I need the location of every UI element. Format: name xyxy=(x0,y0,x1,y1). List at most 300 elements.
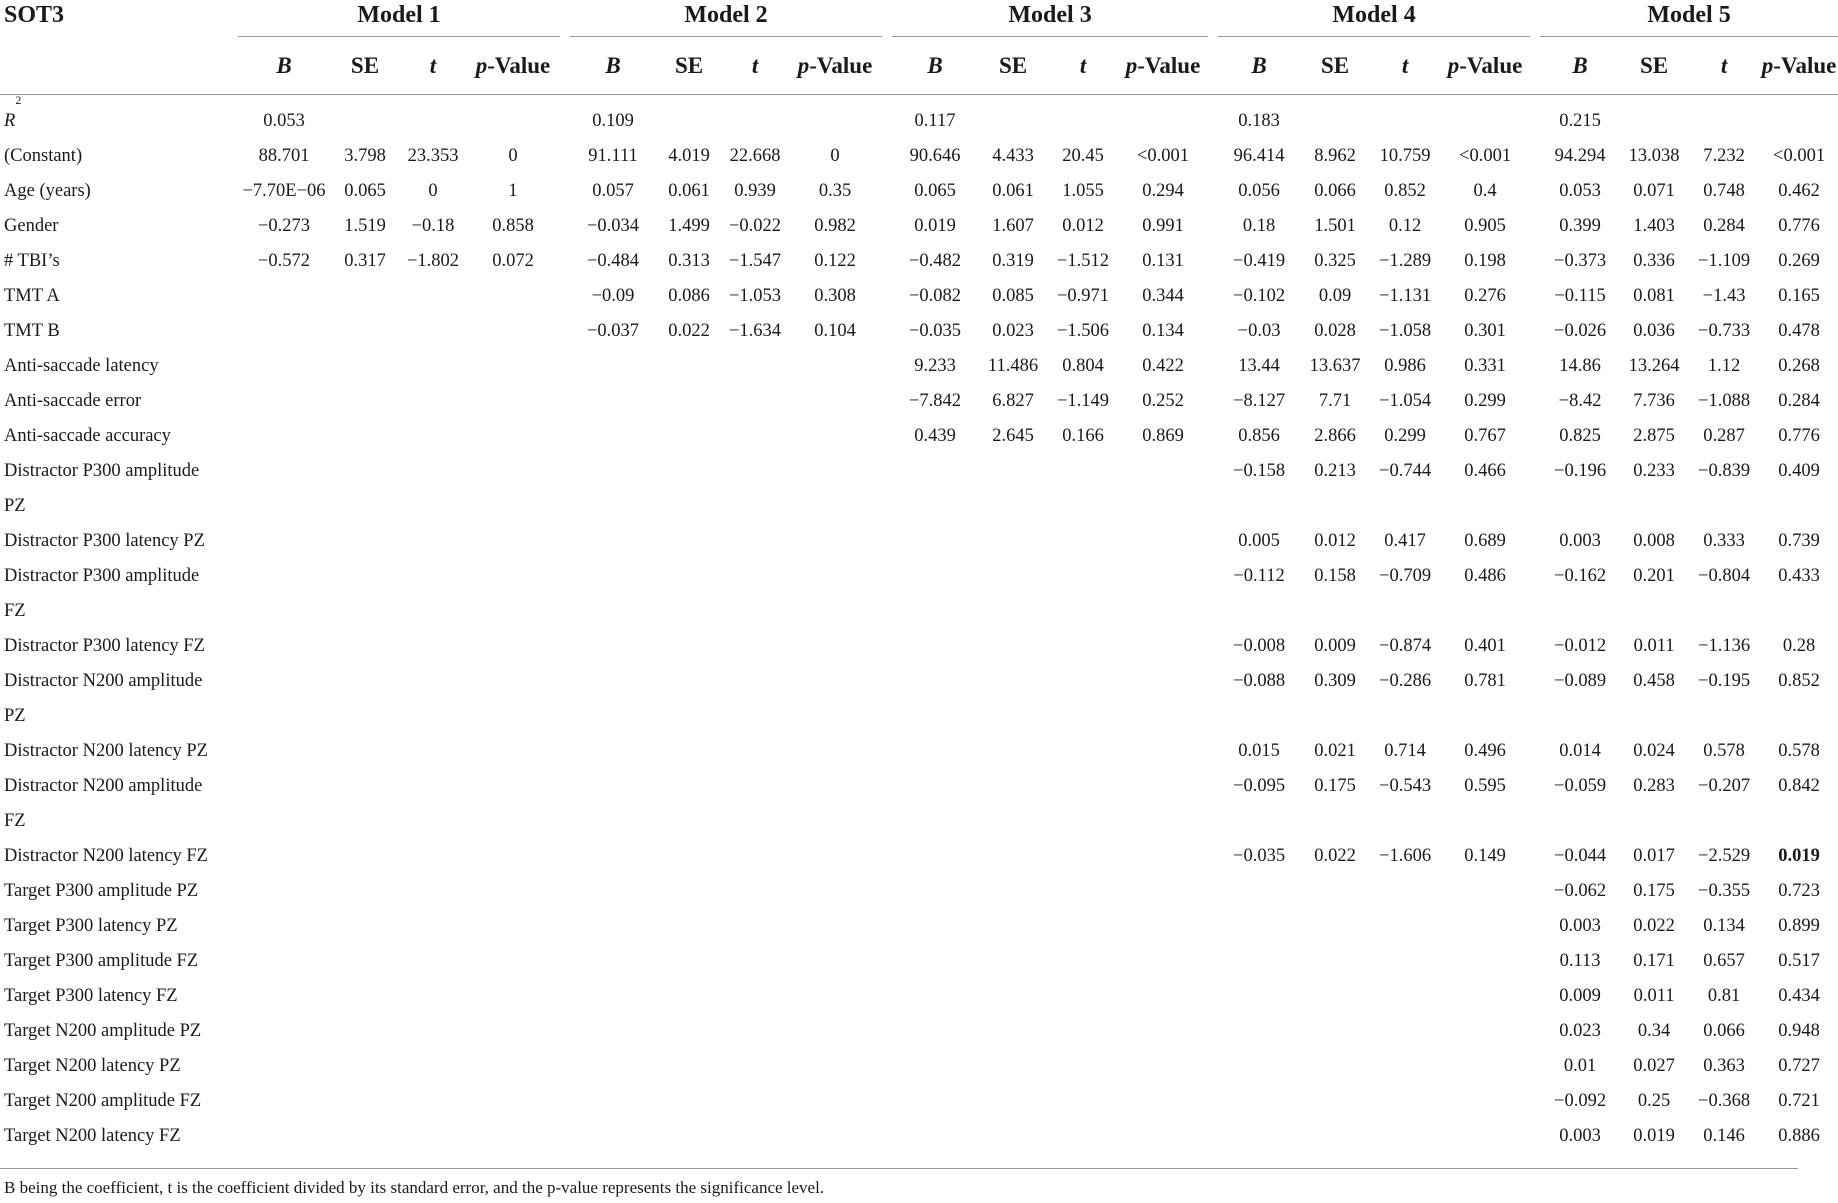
statistic-header-row xyxy=(0,37,1838,95)
table-row xyxy=(0,174,1838,209)
table-cell xyxy=(466,979,560,1014)
column-gap xyxy=(882,664,892,699)
table-cell: −0.09 xyxy=(591,286,635,306)
table-cell xyxy=(978,489,1048,524)
table-cell xyxy=(330,909,400,944)
table-cell xyxy=(722,349,788,384)
table-cell xyxy=(1118,909,1208,944)
table-cell xyxy=(1048,524,1118,559)
t-header-text: t xyxy=(1720,52,1728,78)
row-label xyxy=(0,594,238,629)
table-cell: −0.196 xyxy=(1554,461,1607,481)
column-gap xyxy=(1208,559,1218,594)
column-gap xyxy=(1530,349,1540,384)
table-cell: 0.053 xyxy=(1559,181,1601,201)
table-body xyxy=(0,95,1838,1155)
table-cell xyxy=(892,489,978,524)
row-label-text: Anti-saccade latency xyxy=(4,356,159,376)
table-cell xyxy=(400,594,466,629)
table-cell xyxy=(570,769,656,804)
table-cell xyxy=(400,699,466,734)
table-cell: 4.019 xyxy=(668,146,710,166)
table-cell xyxy=(238,1084,330,1119)
table-cell xyxy=(466,104,560,139)
column-gap xyxy=(1208,769,1218,804)
table-cell xyxy=(466,384,560,419)
table-cell: 0.008 xyxy=(1633,531,1675,551)
table-cell xyxy=(466,1014,560,1049)
table-cell xyxy=(1048,699,1118,734)
row-label-text: FZ xyxy=(4,601,26,621)
table-cell: 0.739 xyxy=(1778,531,1820,551)
table-cell xyxy=(978,979,1048,1014)
table-cell xyxy=(1118,734,1208,769)
table-cell: −1.289 xyxy=(1379,251,1432,271)
table-cell: 0.748 xyxy=(1703,181,1745,201)
table-cell xyxy=(656,979,722,1014)
table-cell xyxy=(722,664,788,699)
table-cell xyxy=(1218,944,1300,979)
table-cell xyxy=(1118,979,1208,1014)
column-gap xyxy=(560,419,570,454)
table-cell xyxy=(330,279,400,314)
table-cell xyxy=(1300,944,1370,979)
table-cell xyxy=(1760,104,1838,139)
table-cell: −0.273 xyxy=(257,216,311,236)
b-header xyxy=(570,37,656,95)
table-cell xyxy=(466,839,560,874)
row-label xyxy=(0,944,238,979)
table-cell: 0.117 xyxy=(914,111,956,131)
table-cell xyxy=(1440,1014,1530,1049)
table-cell xyxy=(722,1119,788,1154)
column-gap xyxy=(882,454,892,489)
table-cell: 0.01 xyxy=(1563,1056,1597,1076)
table-cell xyxy=(400,419,466,454)
table-row xyxy=(0,139,1838,174)
table-cell: 1 xyxy=(508,181,518,201)
table-cell: 0.134 xyxy=(1703,916,1745,936)
column-gap xyxy=(560,1014,570,1049)
table-cell: 0.486 xyxy=(1464,566,1506,586)
table-cell xyxy=(1300,1049,1370,1084)
table-cell xyxy=(400,1084,466,1119)
table-cell xyxy=(570,384,656,419)
table-cell xyxy=(1370,594,1440,629)
column-gap xyxy=(560,594,570,629)
table-cell xyxy=(330,454,400,489)
table-cell xyxy=(1048,594,1118,629)
table-cell xyxy=(722,909,788,944)
table-cell: 0.727 xyxy=(1778,1056,1820,1076)
table-cell xyxy=(570,629,656,664)
table-cell: 0.986 xyxy=(1384,356,1426,376)
column-gap xyxy=(560,279,570,314)
table-cell: 0.081 xyxy=(1633,286,1675,306)
column-gap xyxy=(1530,244,1540,279)
row-label-text: Distractor P300 latency FZ xyxy=(4,636,205,656)
column-gap xyxy=(1208,454,1218,489)
table-cell xyxy=(722,1049,788,1084)
table-cell xyxy=(466,769,560,804)
table-cell xyxy=(330,594,400,629)
table-cell xyxy=(1440,1119,1530,1154)
table-cell: 13.637 xyxy=(1309,356,1361,376)
table-cell: 0.09 xyxy=(1318,286,1352,306)
table-cell: 0.183 xyxy=(1238,111,1280,131)
table-cell: 7.71 xyxy=(1318,391,1352,411)
table-cell: 0.061 xyxy=(992,181,1034,201)
table-cell: 0 xyxy=(428,181,438,201)
table-cell xyxy=(238,804,330,839)
table-cell xyxy=(722,944,788,979)
table-cell xyxy=(892,874,978,909)
table-cell xyxy=(1048,1119,1118,1154)
table-cell: −1.109 xyxy=(1698,251,1751,271)
table-cell: 0.309 xyxy=(1314,671,1356,691)
column-gap xyxy=(1530,699,1540,734)
column-gap xyxy=(882,384,892,419)
table-cell xyxy=(1048,979,1118,1014)
table-cell xyxy=(722,454,788,489)
table-cell xyxy=(1440,594,1530,629)
model-5-header: Model 5 xyxy=(1647,2,1731,28)
b-header xyxy=(1540,37,1620,95)
row-label xyxy=(0,209,238,244)
table-cell: 0.053 xyxy=(263,111,305,131)
table-cell xyxy=(892,1119,978,1154)
column-gap xyxy=(560,629,570,664)
table-cell xyxy=(1440,804,1530,839)
table-cell xyxy=(1440,1084,1530,1119)
table-cell xyxy=(892,839,978,874)
row-label xyxy=(0,699,238,734)
table-cell xyxy=(788,839,882,874)
table-cell: 0.149 xyxy=(1464,846,1506,866)
column-gap xyxy=(1530,559,1540,594)
table-cell xyxy=(722,594,788,629)
table-cell xyxy=(400,314,466,349)
table-cell: 0.776 xyxy=(1778,216,1820,236)
table-cell xyxy=(400,559,466,594)
table-row xyxy=(0,734,1838,769)
row-label xyxy=(0,489,238,524)
table-cell xyxy=(1440,909,1530,944)
table-cell: −8.127 xyxy=(1233,391,1286,411)
table-row xyxy=(0,804,1838,839)
table-cell xyxy=(400,629,466,664)
table-cell xyxy=(978,909,1048,944)
table-cell: −0.195 xyxy=(1698,671,1751,691)
table-cell xyxy=(1048,1014,1118,1049)
table-cell xyxy=(1540,804,1620,839)
table-cell xyxy=(788,944,882,979)
table-cell: −0.971 xyxy=(1057,286,1110,306)
table-cell: −1.634 xyxy=(728,321,782,341)
table-cell xyxy=(1440,979,1530,1014)
table-cell xyxy=(1300,489,1370,524)
table-cell xyxy=(466,909,560,944)
column-gap xyxy=(1208,734,1218,769)
table-cell: −1.149 xyxy=(1057,391,1110,411)
column-gap xyxy=(1208,1014,1218,1049)
table-cell xyxy=(1218,909,1300,944)
table-row xyxy=(0,839,1838,874)
column-gap xyxy=(1208,699,1218,734)
table-cell xyxy=(892,979,978,1014)
table-cell: 0.009 xyxy=(1559,986,1601,1006)
table-cell xyxy=(978,524,1048,559)
table-cell xyxy=(238,839,330,874)
row-label xyxy=(0,1049,238,1084)
table-cell xyxy=(570,559,656,594)
column-gap xyxy=(1208,979,1218,1014)
table-cell: 0.009 xyxy=(1314,636,1356,656)
table-cell xyxy=(788,699,882,734)
table-cell xyxy=(1370,804,1440,839)
table-cell xyxy=(570,1049,656,1084)
table-cell: −1.506 xyxy=(1057,321,1110,341)
row-label xyxy=(0,979,238,1014)
table-cell xyxy=(466,1049,560,1084)
row-label-superscript: 2 xyxy=(15,93,22,107)
row-label-text: PZ xyxy=(4,706,26,726)
table-cell: 0.422 xyxy=(1142,356,1184,376)
table-cell xyxy=(1370,699,1440,734)
table-cell xyxy=(656,1049,722,1084)
table-cell xyxy=(1620,594,1688,629)
column-gap xyxy=(560,1049,570,1084)
table-cell xyxy=(1118,804,1208,839)
table-cell xyxy=(788,1049,882,1084)
column-gap xyxy=(882,1084,892,1119)
row-label xyxy=(0,1119,238,1154)
table-cell xyxy=(570,944,656,979)
table-cell xyxy=(892,734,978,769)
table-cell: 0.284 xyxy=(1778,391,1820,411)
p-value-header-italic: p xyxy=(1447,52,1460,78)
column-gap xyxy=(560,909,570,944)
table-cell xyxy=(978,664,1048,699)
table-cell: −0.026 xyxy=(1554,321,1607,341)
table-cell xyxy=(400,944,466,979)
table-cell xyxy=(788,979,882,1014)
column-gap xyxy=(1530,804,1540,839)
column-gap xyxy=(560,944,570,979)
table-cell xyxy=(1218,489,1300,524)
table-cell xyxy=(1048,559,1118,594)
table-cell xyxy=(1370,909,1440,944)
table-cell: −1.606 xyxy=(1379,846,1432,866)
t-header-text: t xyxy=(1079,52,1087,78)
column-gap xyxy=(882,1119,892,1154)
table-cell xyxy=(1048,454,1118,489)
table-cell xyxy=(466,664,560,699)
table-cell xyxy=(656,1084,722,1119)
table-cell xyxy=(1118,664,1208,699)
table-cell xyxy=(570,419,656,454)
table-cell: −1.053 xyxy=(728,286,782,306)
table-cell: 0.003 xyxy=(1559,1126,1601,1146)
row-label-text: Distractor P300 latency PZ xyxy=(4,531,205,551)
column-gap xyxy=(1530,139,1540,174)
row-label xyxy=(0,384,238,419)
table-cell xyxy=(1048,104,1118,139)
table-cell xyxy=(1048,1084,1118,1119)
table-cell: −0.089 xyxy=(1554,671,1607,691)
column-gap xyxy=(882,174,892,209)
table-cell: 96.414 xyxy=(1233,146,1285,166)
table-cell: 0.344 xyxy=(1142,286,1184,306)
column-gap xyxy=(1208,1084,1218,1119)
column-gap xyxy=(1530,1084,1540,1119)
table-cell: 0.899 xyxy=(1778,916,1820,936)
table-cell xyxy=(1370,979,1440,1014)
t-header xyxy=(1688,37,1760,95)
table-cell: 0.171 xyxy=(1633,951,1675,971)
table-cell xyxy=(1300,874,1370,909)
table-cell: 0.028 xyxy=(1314,321,1356,341)
table-cell xyxy=(788,909,882,944)
table-cell xyxy=(892,594,978,629)
table-cell: −7.842 xyxy=(909,391,962,411)
table-cell: −1.547 xyxy=(728,251,782,271)
column-gap xyxy=(882,349,892,384)
table-cell: 0.858 xyxy=(492,216,534,236)
table-cell: 2.866 xyxy=(1314,426,1356,446)
table-cell xyxy=(330,489,400,524)
table-cell xyxy=(400,1049,466,1084)
table-cell xyxy=(892,769,978,804)
table-cell: 0.146 xyxy=(1703,1126,1745,1146)
row-label-text: Distractor N200 latency PZ xyxy=(4,741,208,761)
table-cell: 94.294 xyxy=(1554,146,1606,166)
table-cell xyxy=(466,559,560,594)
table-cell: 0.065 xyxy=(914,181,956,201)
table-cell: 0.496 xyxy=(1464,741,1506,761)
table-row xyxy=(0,104,1838,139)
table-cell: 0.166 xyxy=(1062,426,1104,446)
table-cell xyxy=(978,1119,1048,1154)
table-cell: −0.484 xyxy=(586,251,640,271)
table-cell xyxy=(1048,874,1118,909)
column-gap xyxy=(882,139,892,174)
table-cell: 0.781 xyxy=(1464,671,1506,691)
table-cell xyxy=(570,1014,656,1049)
table-cell: 0.072 xyxy=(492,251,534,271)
table-cell: 0.287 xyxy=(1703,426,1745,446)
table-cell xyxy=(978,769,1048,804)
table-cell: 0.439 xyxy=(914,426,956,446)
column-gap xyxy=(560,559,570,594)
column-gap xyxy=(560,314,570,349)
table-cell: 9.233 xyxy=(914,356,956,376)
t-header xyxy=(1048,37,1118,95)
column-gap xyxy=(1530,944,1540,979)
table-cell: 13.038 xyxy=(1628,146,1680,166)
column-gap xyxy=(1208,1119,1218,1154)
table-cell: 0.024 xyxy=(1633,741,1675,761)
table-cell: 0.852 xyxy=(1778,671,1820,691)
column-gap xyxy=(1530,874,1540,909)
table-cell: 0.215 xyxy=(1559,111,1601,131)
table-cell xyxy=(978,734,1048,769)
table-cell: −1.058 xyxy=(1379,321,1432,341)
column-gap xyxy=(1530,419,1540,454)
table-cell xyxy=(238,419,330,454)
table-cell: −0.18 xyxy=(411,216,455,236)
table-cell xyxy=(656,769,722,804)
p-value-header-rest: -Value xyxy=(1459,52,1523,78)
table-cell xyxy=(330,629,400,664)
column-gap xyxy=(560,769,570,804)
table-cell xyxy=(1370,1014,1440,1049)
table-row xyxy=(0,1014,1838,1049)
column-gap xyxy=(1208,909,1218,944)
p-value-header-italic: p xyxy=(1125,52,1138,78)
row-label xyxy=(0,349,238,384)
table-cell xyxy=(570,454,656,489)
row-label-text: Target P300 latency PZ xyxy=(4,916,178,936)
table-cell xyxy=(892,524,978,559)
table-cell: <0.001 xyxy=(1773,146,1826,166)
table-cell: 0.017 xyxy=(1633,846,1675,866)
column-gap xyxy=(560,664,570,699)
column-gap xyxy=(882,944,892,979)
table-cell xyxy=(722,1014,788,1049)
table-cell xyxy=(400,734,466,769)
table-cell xyxy=(978,1084,1048,1119)
table-row xyxy=(0,244,1838,279)
table-cell xyxy=(330,1119,400,1154)
table-cell: 0.021 xyxy=(1314,741,1356,761)
table-cell: <0.001 xyxy=(1459,146,1512,166)
table-cell xyxy=(1300,1084,1370,1119)
table-cell xyxy=(978,839,1048,874)
column-gap xyxy=(882,279,892,314)
table-cell: 0.036 xyxy=(1633,321,1675,341)
table-cell xyxy=(400,664,466,699)
table-cell xyxy=(1048,489,1118,524)
p-value-header-rest: -Value xyxy=(487,52,551,78)
t-header-text: t xyxy=(751,52,759,78)
table-cell xyxy=(1760,489,1838,524)
table-cell xyxy=(330,874,400,909)
table-cell xyxy=(656,594,722,629)
column-gap xyxy=(560,489,570,524)
table-cell: 0.019 xyxy=(1778,846,1820,866)
table-cell: −0.207 xyxy=(1698,776,1751,796)
column-gap xyxy=(1208,524,1218,559)
row-label xyxy=(0,174,238,209)
table-cell xyxy=(1300,804,1370,839)
column-gap xyxy=(882,314,892,349)
table-cell xyxy=(238,314,330,349)
column-gap xyxy=(1208,314,1218,349)
table-cell: 0.003 xyxy=(1559,916,1601,936)
table-cell xyxy=(466,489,560,524)
column-gap xyxy=(1208,804,1218,839)
row-label-text: Anti-saccade accuracy xyxy=(4,426,171,446)
table-cell xyxy=(1370,1049,1440,1084)
row-label xyxy=(0,244,238,279)
table-cell xyxy=(330,1084,400,1119)
table-cell xyxy=(466,1084,560,1119)
column-gap xyxy=(560,1119,570,1154)
table-cell xyxy=(1440,874,1530,909)
table-cell: 0.122 xyxy=(814,251,856,271)
table-cell: 0.109 xyxy=(592,111,634,131)
